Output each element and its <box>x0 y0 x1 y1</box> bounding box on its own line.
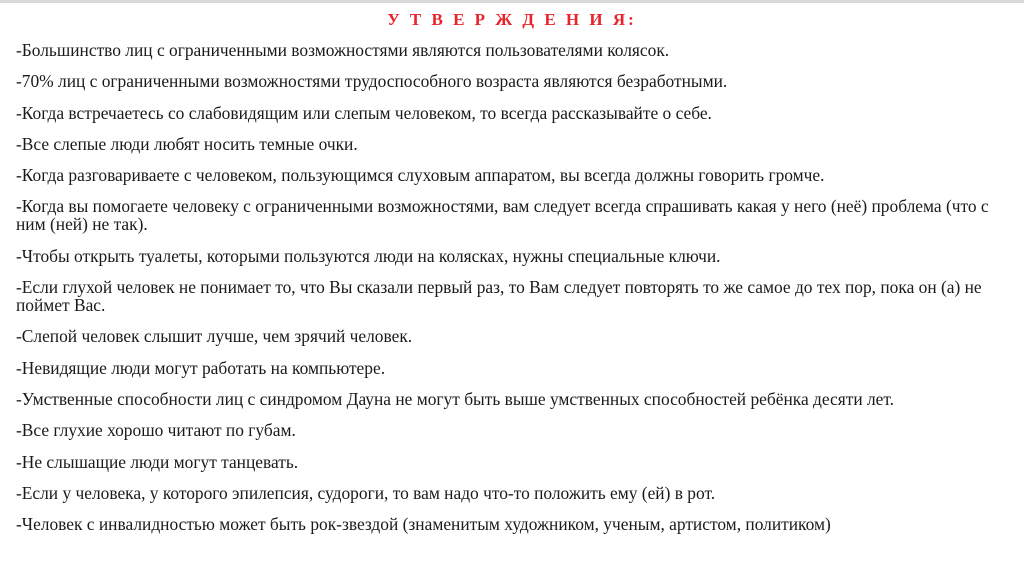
slide-title: У Т В Е Р Ж Д Е Н И Я: <box>387 10 637 29</box>
statement-item: -Не слышащие люди могут танцевать. <box>16 451 299 472</box>
statement-item: -Человек с инвалидностью может быть рок-звездой (знаменитым художником, ученым, артистом, политиком) <box>16 514 831 535</box>
statement-item: -Большинство лиц с ограниченными возможностями являются пользователями колясок. <box>16 40 670 60</box>
statement-item: -Когда разговариваете с человеком, пользующимся слуховым аппаратом, вы всегда должны говорить громче. <box>16 165 825 186</box>
statement-item: -Чтобы открыть туалеты, которыми пользуются люди на колясках, нужны специальные ключи. <box>16 245 721 266</box>
statement-item: -Все слепые люди любят носить темные очки. <box>16 133 358 154</box>
statement-item: -Если у человека, у которого эпилепсия, судороги, то вам надо что-то положить ему (ей) в рот. <box>16 482 716 503</box>
statement-list <box>16 41 1011 546</box>
top-divider <box>0 0 1024 3</box>
statement-item: -Все глухие хорошо читают по губам. <box>16 420 296 441</box>
statement-item: -Когда вы помогаете человеку с ограниченными возможностями, вам следует всегда спрашивать какая у него (неё) проблема (что с ним (ней) не так). <box>16 196 989 235</box>
statement-item: -Когда встречаетесь со слабовидящим или слепым человеком, то всегда рассказывайте о себе. <box>16 102 712 123</box>
statement-item: -Слепой человек слышит лучше, чем зрячий человек. <box>16 326 413 347</box>
statement-item: -Умственные способности лиц с синдромом Дауна не могут быть выше умственных способностей ребёнка десяти лет. <box>16 388 895 409</box>
statement-item: -Если глухой человек не понимает то, что Вы сказали первый раз, то Вам следует повторять то же самое до тех пор, пока он (а) не поймет Вас. <box>16 277 982 316</box>
statement-item: -Невидящие люди могут работать на компьютере. <box>16 357 386 378</box>
statement-item: -70% лиц с ограниченными возможностями трудоспособного возраста являются безработными. <box>16 71 728 92</box>
